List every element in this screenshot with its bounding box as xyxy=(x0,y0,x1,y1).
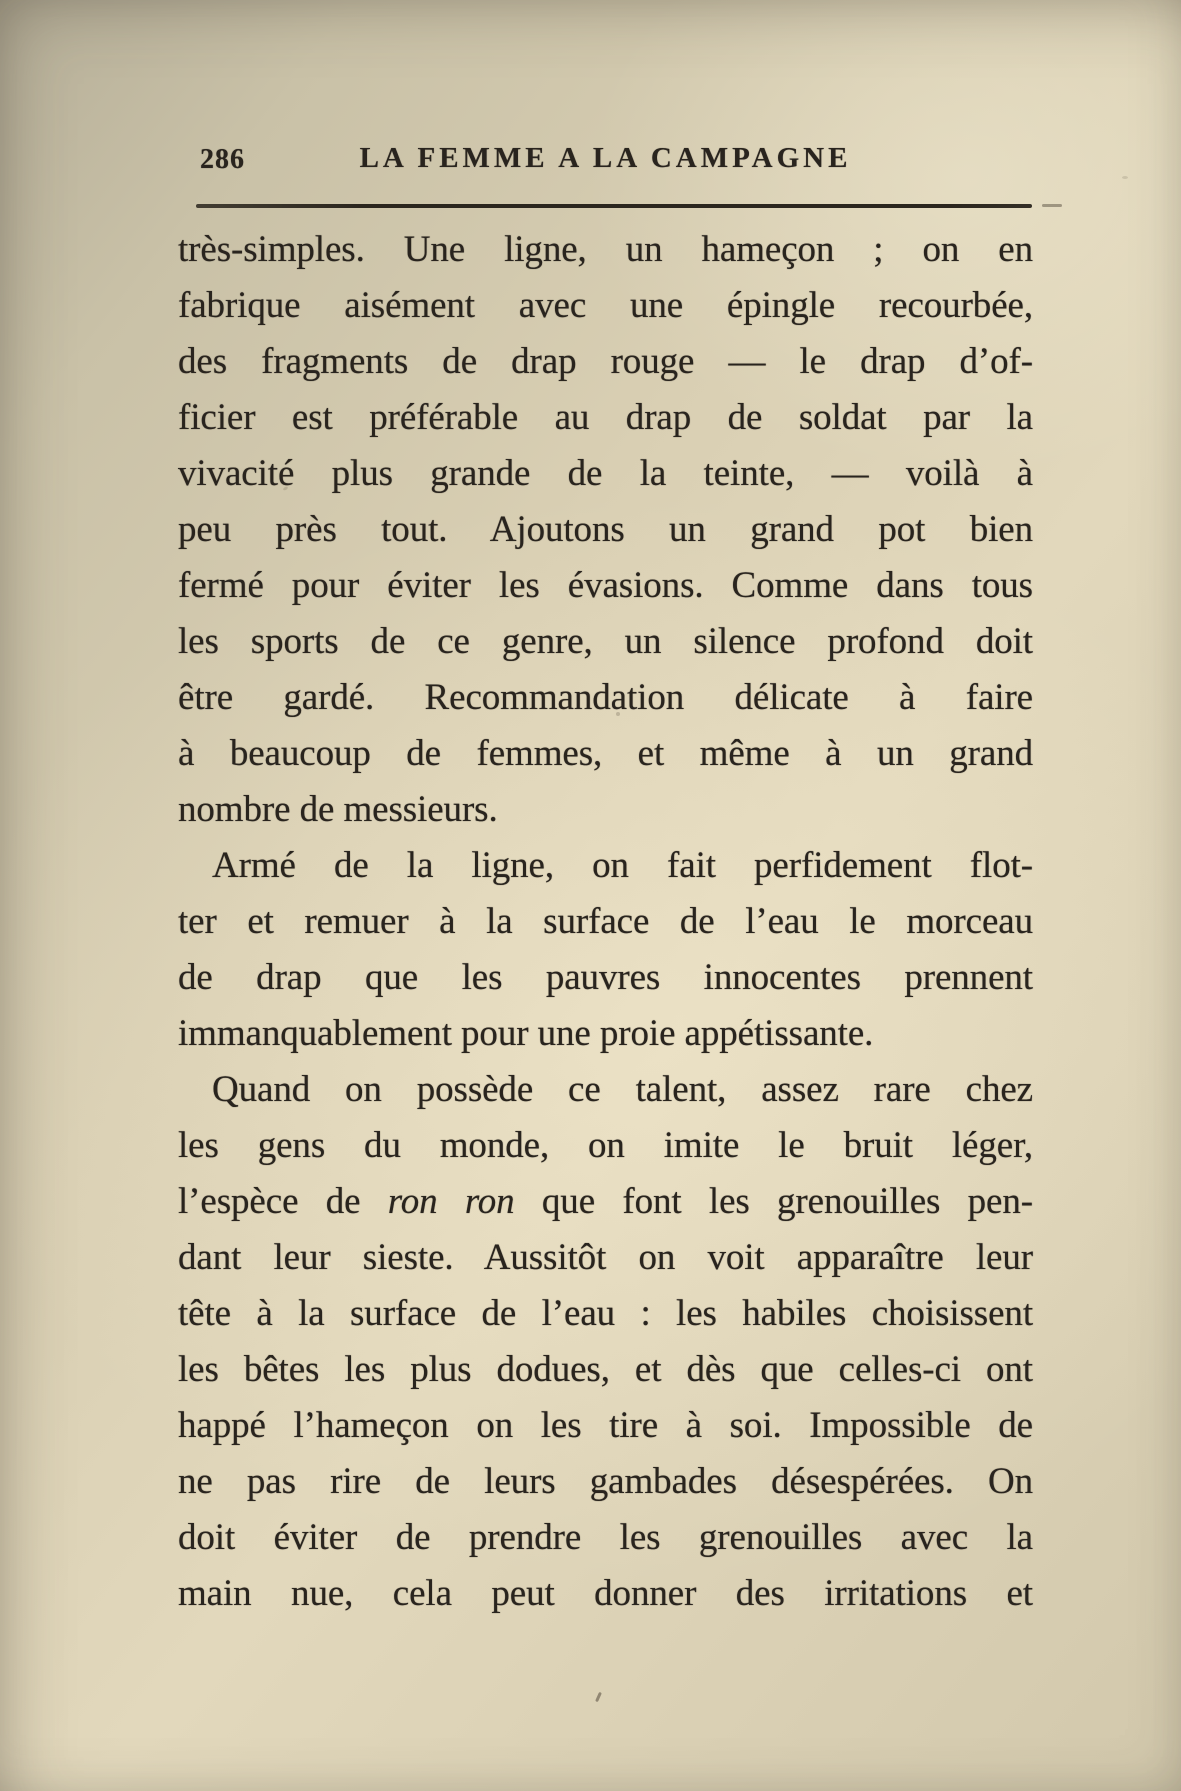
text-line: les bêtes les plus dodues, et dès que celles-ci ont xyxy=(178,1349,1033,1390)
header-title: LA FEMME A LA CAMPAGNE xyxy=(359,142,852,174)
header-rule-dash xyxy=(1042,204,1062,207)
text-line: nombre de messieurs. xyxy=(178,789,498,830)
text-line: de drap que les pauvres innocentes prennent xyxy=(178,957,1033,998)
text-line: dant leur sieste. Aussitôt on voit apparaître leur xyxy=(178,1237,1033,1278)
text-line: vivacité plus grande de la teinte, — voilà à xyxy=(178,453,1033,494)
text-line: Armé de la ligne, on fait perfidement flot- xyxy=(212,845,1033,886)
header-rule xyxy=(196,204,1032,208)
text-line: fermé pour éviter les évasions. Comme dans tous xyxy=(178,565,1033,606)
page-header xyxy=(178,136,1033,182)
text-block xyxy=(178,222,1033,1622)
text-line: ter et remuer à la surface de l’eau le morceau xyxy=(178,901,1033,942)
text-line: très-simples. Une ligne, un hameçon ; on en xyxy=(178,229,1033,270)
paper-speck xyxy=(616,712,620,716)
text-line xyxy=(178,1174,1033,1230)
paragraph xyxy=(178,838,1033,1062)
text-line: doit éviter de prendre les grenouilles avec la xyxy=(178,1517,1033,1558)
page-number: 286 xyxy=(200,144,245,175)
italic-phrase: ron ron xyxy=(387,1181,515,1222)
paper-speck xyxy=(1122,176,1128,179)
paper-speck xyxy=(595,1692,602,1702)
text-segment: l’espèce de xyxy=(178,1181,388,1222)
text-line: tête à la surface de l’eau : les habiles choisissent xyxy=(178,1293,1033,1334)
text-line: des fragments de drap rouge — le drap d’of- xyxy=(178,341,1033,382)
text-line: Quand on possède ce talent, assez rare chez xyxy=(212,1069,1033,1110)
text-line: les gens du monde, on imite le bruit léger, xyxy=(178,1125,1033,1166)
text-line: ficier est préférable au drap de soldat par la xyxy=(178,397,1033,438)
text-line: immanquablement pour une proie appétissante. xyxy=(178,1013,874,1054)
paragraph xyxy=(178,1062,1033,1622)
text-line: fabrique aisément avec une épingle recourbée, xyxy=(178,285,1033,326)
text-segment: que font les grenouilles pen- xyxy=(514,1181,1033,1222)
text-line: les sports de ce genre, un silence profond doit xyxy=(178,621,1033,662)
paragraph xyxy=(178,222,1033,838)
text-line: happé l’hameçon on les tire à soi. Impossible de xyxy=(178,1405,1033,1446)
text-line: peu près tout. Ajoutons un grand pot bien xyxy=(178,509,1033,550)
text-line: à beaucoup de femmes, et même à un grand xyxy=(178,733,1033,774)
text-line: être gardé. Recommandation délicate à faire xyxy=(178,677,1033,718)
text-line: main nue, cela peut donner des irritations et xyxy=(178,1573,1033,1614)
text-line: ne pas rire de leurs gambades désespérées. On xyxy=(178,1461,1033,1502)
